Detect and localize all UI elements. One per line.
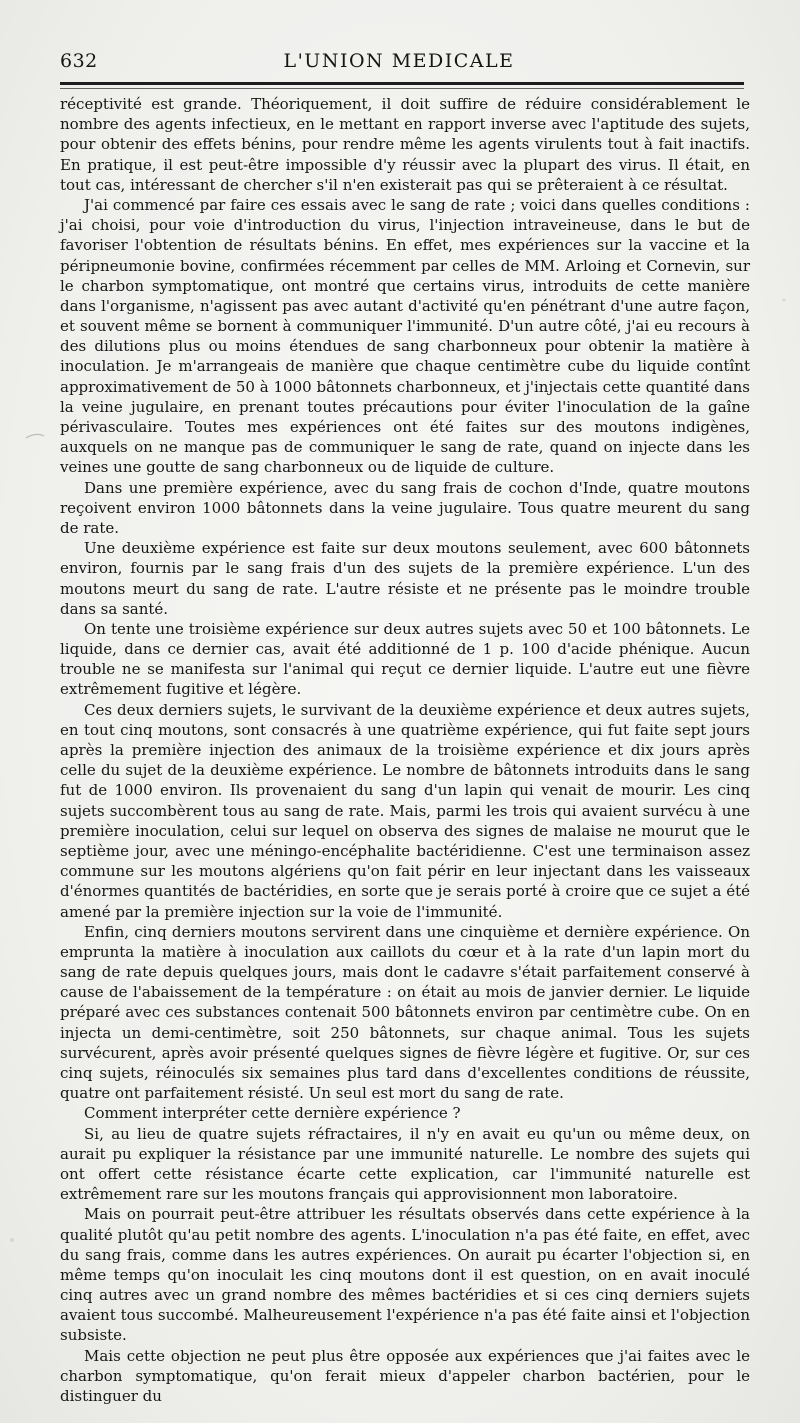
paragraph: Une deuxième expérience est faite sur deux moutons seulement, avec 600 bâtonnets environ, fournis par le sang frais d'un des sujets de la première expérience. L'un des moutons meurt du sang de rate. L'autre résiste et ne présente pas le moindre trouble dans sa santé. xyxy=(60,539,750,618)
paragraph: Comment interpréter cette dernière expérience ? xyxy=(84,1104,461,1123)
paragraph: On tente une troisième expérience sur deux autres sujets avec 50 et 100 bâtonnets. Le liquide, dans ce dernier cas, avait été additionné de 1 p. 100 d'acide phénique. Aucun trouble ne se manifesta sur l'animal qui reçut ce dernier liquide. L'autre eut une fièvre extrêmement fugitive et légère. xyxy=(60,619,750,699)
paragraph: Mais cette objection ne peut plus être opposée aux expériences que j'ai faites avec le charbon symptomatique, qu'on ferait mieux d'appeler charbon bactérien, pour le distinguer du xyxy=(60,1346,750,1405)
running-title: L'UNION MEDICALE xyxy=(283,50,515,72)
header-rule-thin xyxy=(60,88,744,89)
page-header xyxy=(60,46,738,76)
paragraph: Ces deux derniers sujets, le survivant de la deuxième expérience et deux autres sujets, en tout cinq moutons, sont consacrés à une quatrième expérience, qui fut faite sept jours après la première injection des animaux de la troisième expérience et dix jours après celle du sujet de la deuxième expérience. Le nombre de bâtonnets introduits dans le sang fut de 1000 environ. Ils provenaient du sang d'un lapin qui venait de mourir. Les cinq sujets succombèrent tous au sang de rate. Mais, parmi les trois qui avaient survécu à une première inoculation, celui sur lequel on observa des signes de malaise ne mourut que le septième jour, avec une méningo-encéphalite bactéridienne. C'est une terminaison assez commune sur les moutons algériens qu'on fait périr en leur injectant dans les vaisseaux d'énormes quantités de bactéridies, en sorte que je serais porté à croire que ce sujet a été amené par la première injection sur la voie de l'immunité. xyxy=(60,700,750,921)
article-body xyxy=(60,94,750,1406)
paragraph: Enfin, cinq derniers moutons servirent dans une cinquième et dernière expérience. On emprunta la matière à inoculation aux caillots du cœur et à la rate d'un lapin mort du sang de rate depuis quelques jours, mais dont le cadavre s'était parfaitement conservé à cause de l'abaissement de la température : on était au mois de janvier dernier. Le liquide préparé avec ces substances contenait 500 bâtonnets environ par centimètre cube. On en injecta un demi-centimètre, soit 250 bâtonnets, sur chaque animal. Tous les sujets survécurent, après avoir présenté quelques signes de fièvre légère et fugitive. Or, sur ces cinq sujets, réinoculés six semaines plus tard dans d'excellentes conditions de réussite, quatre ont parfaitement résisté. Un seul est mort du sang de rate. xyxy=(60,922,750,1103)
paragraph: Si, au lieu de quatre sujets réfractaires, il n'y en avait eu qu'un ou même deux, on aurait pu expliquer la résistance par une immunité naturelle. Le nombre des sujets qui ont offert cette résistance écarte cette explication, car l'immunité naturelle est extrêmement rare sur les moutons français qui approvisionnent mon laboratoire. xyxy=(60,1124,750,1204)
paragraph: J'ai commencé par faire ces essais avec le sang de rate ; voici dans quelles conditions : j'ai choisi, pour voie d'introduction du virus, l'injection intraveineuse, dans le but de favoriser l'obtention de résultats bénins. En effet, mes expériences sur la vaccine et la péripneumonie bovine, confirmées récemment par celles de MM. Arloing et Cornevin, sur le charbon symptomatique, ont montré que certains virus, introduits de cette manière dans l'organisme, n'agissent pas avec autant d'activité qu'en pénétrant d'une autre façon, et souvent même se bornent à communiquer l'immunité. D'un autre côté, j'ai eu recours à des dilutions plus ou moins étendues de sang charbonneux pour obtenir la matière à inoculation. Je m'arrangeais de manière que chaque centimètre cube du liquide contînt approximativement de 50 à 1000 bâtonnets charbonneux, et j'injectais cette quantité dans la veine jugulaire, en prenant toutes précautions pour éviter l'inoculation de la gaîne périvasculaire. Toutes mes expériences ont été faites sur des moutons indigènes, auxquels on ne manque pas de communiquer le sang de rate, quand on injecte dans les veines une goutte de sang charbonneux ou de liquide de culture. xyxy=(60,195,750,477)
paragraph: Mais on pourrait peut-être attribuer les résultats observés dans cette expérience à la qualité plutôt qu'au petit nombre des agents. L'inoculation n'a pas été faite, en effet, avec du sang frais, comme dans les autres expériences. On aurait pu écarter l'objection si, en même temps qu'on inoculait les cinq moutons dont il est question, on en avait inoculé cinq autres avec un grand nombre des mêmes bactéridies et si ces cinq derniers sujets avaient tous succombé. Malheureusement l'expérience n'a pas été faite ainsi et l'objection subsiste. xyxy=(60,1205,750,1345)
paragraph: Dans une première expérience, avec du sang frais de cochon d'Inde, quatre moutons reçoivent environ 1000 bâtonnets dans la veine jugulaire. Tous quatre meurent du sang de rate. xyxy=(60,478,750,537)
page-number: 632 xyxy=(60,50,98,72)
paragraph-continued: réceptivité est grande. Théoriquement, il doit suffire de réduire considérablement le nombre des agents infectieux, en le mettant en rapport inverse avec l'aptitude des sujets, pour obtenir des effets bénins, pour rendre même les agents virulents tout à fait inactifs. En pratique, il est peut-être impossible d'y réussir avec la plupart des virus. Il était, en tout cas, intéressant de chercher s'il n'en existerait pas qui se prêteraient à ce résultat. xyxy=(60,95,750,194)
header-rule xyxy=(60,82,744,85)
